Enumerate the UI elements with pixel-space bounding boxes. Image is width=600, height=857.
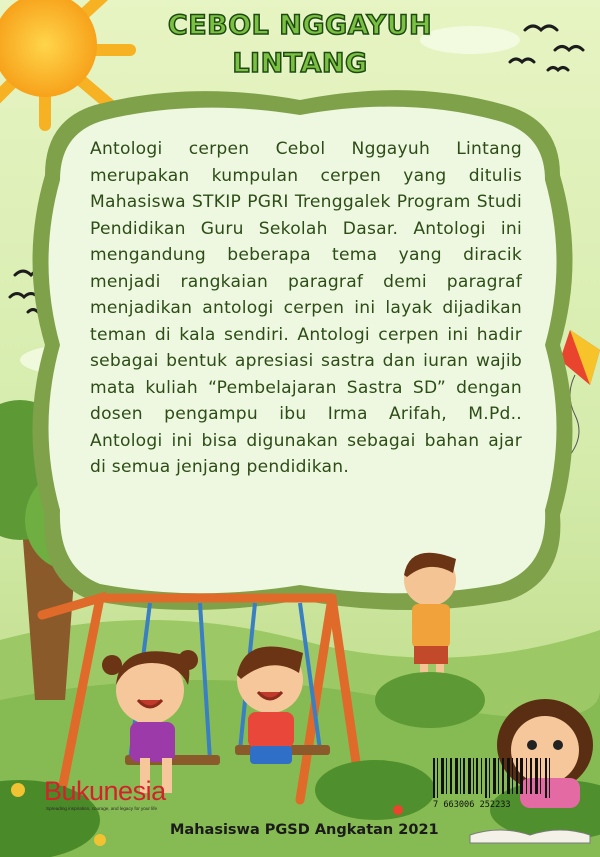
- author-credit: Mahasiswa PGSD Angkatan 2021: [170, 822, 439, 838]
- barcode-digits: 7 663006 252233: [433, 800, 511, 810]
- synopsis-text: Antologi cerpen Cebol Nggayuh Lintang merupakan kumpulan cerpen yang ditulis Mahasiswa STKIP PGRI Trenggalek Program Studi Pendidikan Guru Sekolah Dasar. Antologi ini mengandung beberapa tema yang diracik menjadi rangkaian paragraf demi paragraf menjadikan antologi cerpen ini layak dijadikan teman di kala sendiri. Antologi cerpen ini hadir sebagai bentuk apresiasi sastra dan iuran wajib mata kuliah “Pembelajaran Sastra SD” dengan dosen pengampu ibu Irma Arifah, M.Pd.. Antologi ini bisa digunakan sebagai bahan ajar di semua jenjang pendidikan.: [90, 139, 522, 477]
- title-line-2: LINTANG: [232, 48, 368, 79]
- publisher-logo: Bukunesia: [44, 776, 166, 806]
- publisher-tagline: Spreading inspiration, courage, and legacy for your life: [46, 806, 158, 811]
- title-line-1: CEBOL NGGAYUH: [167, 10, 433, 41]
